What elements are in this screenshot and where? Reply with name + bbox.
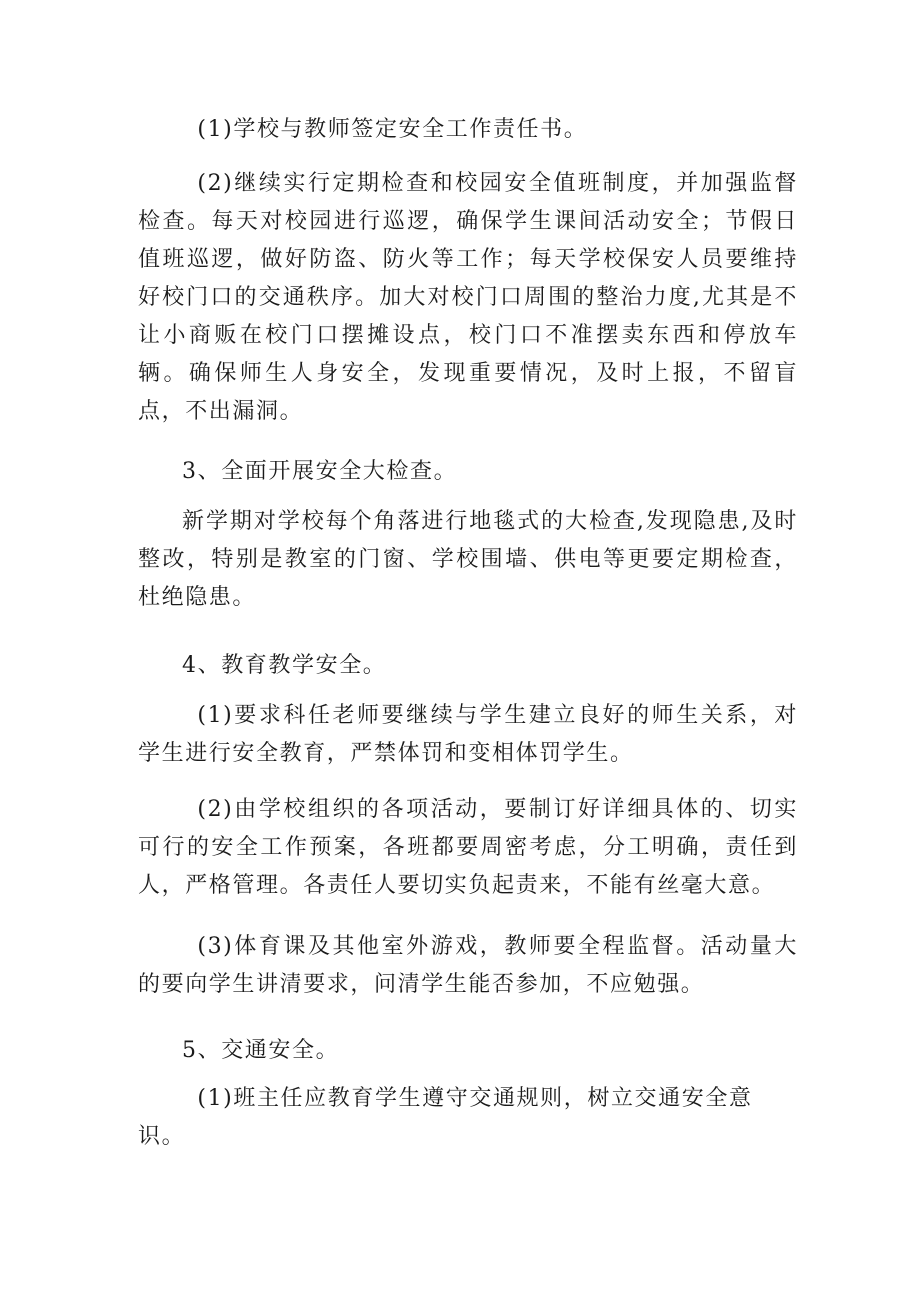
paragraph-inspection-duty: (2)继续实行定期检查和校园安全值班制度，并加强监督检查。每天对校园进行巡逻，确保学生课间活动安全；节假日值班巡逻，做好防盗、防火等工作；每天学校保安人员要维持好校门口的交通秩序。加大对校门口周围的整治力度,尤其是不让小商贩在校门口摆摊设点，校门口不准摆卖东西和停放车辆。确保师生人身安全，发现重要情况，及时上报，不留盲点，不出漏洞。 — [138, 171, 798, 424]
paragraph-new-semester-check: 新学期对学校每个角落进行地毯式的大检查,发现隐患,及时整改，特别是教室的门窗、学校围墙、供电等更要定期检查，杜绝隐患。 — [138, 509, 798, 610]
paragraph-sign-responsibility: (1)学校与教师签定安全工作责任书。 — [197, 117, 588, 142]
paragraph-activity-plans: (2)由学校组织的各项活动，要制订好详细具体的、切实可行的安全工作预案，各班都要周密考虑，分工明确，责任到人，严格管理。各责任人要切实负起责来，不能有丝毫大意。 — [138, 797, 798, 898]
heading-safety-inspection: 3、全面开展安全大检查。 — [182, 459, 458, 484]
heading-traffic-safety: 5、交通安全。 — [182, 1038, 340, 1063]
heading-teaching-safety: 4、教育教学安全。 — [182, 653, 387, 678]
paragraph-traffic-rules: (1)班主任应教育学生遵守交通规则，树立交通安全意识。 — [138, 1086, 753, 1149]
paragraph-teacher-relations: (1)要求科任老师要继续与学生建立良好的师生关系，对学生进行安全教育，严禁体罚和变相体罚学生。 — [138, 703, 798, 766]
paragraph-pe-supervision: (3)体育课及其他室外游戏，教师要全程监督。活动量大的要向学生讲清要求，问清学生能否参加，不应勉强。 — [138, 934, 798, 997]
